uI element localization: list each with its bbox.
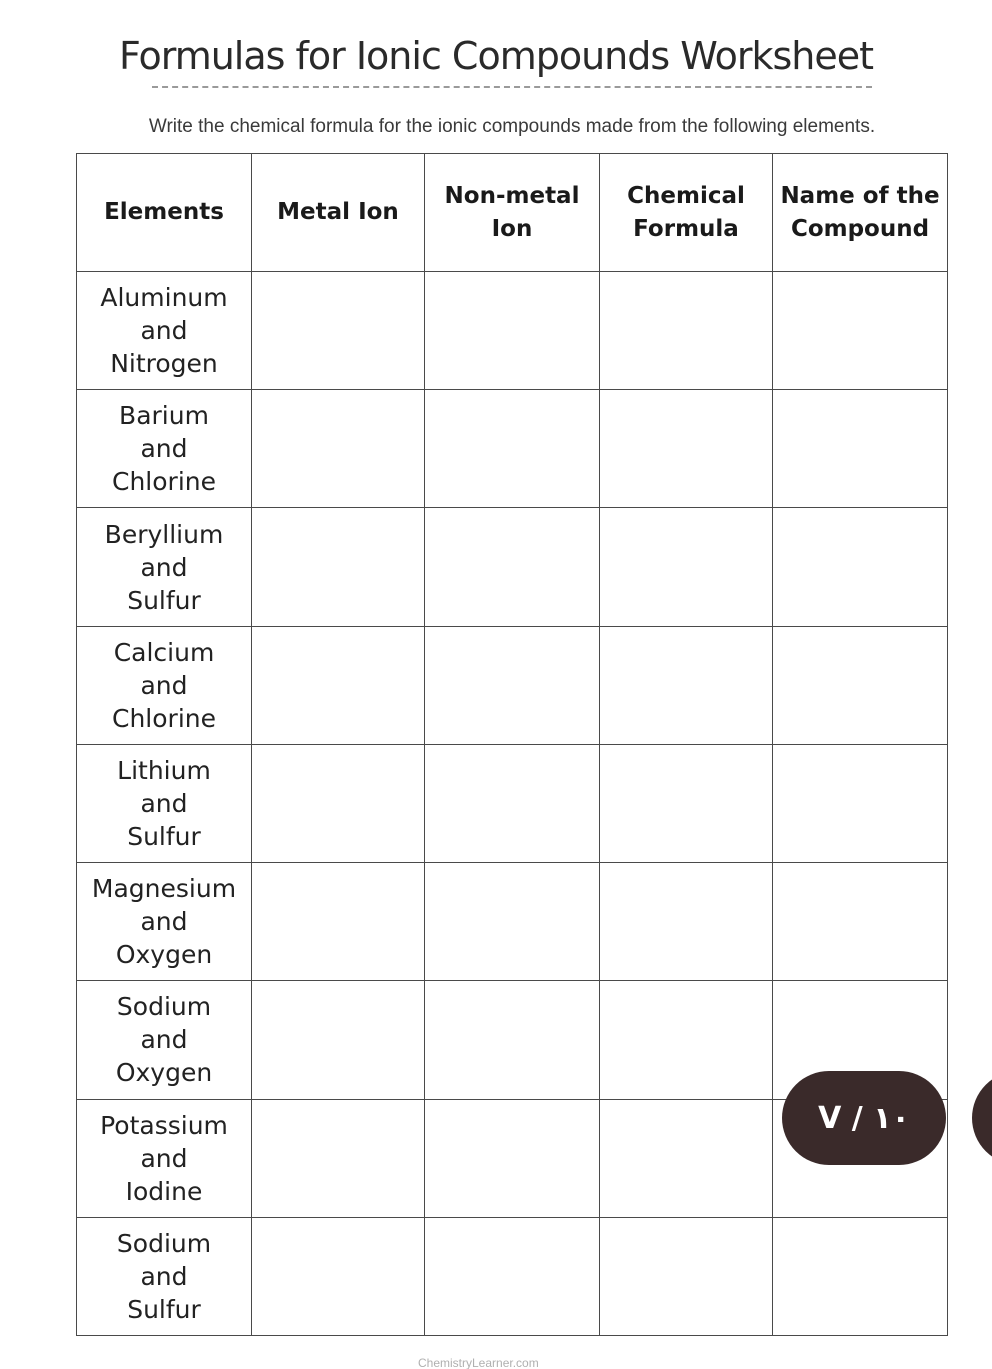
elements-cell (77, 626, 252, 744)
element-line: Sulfur (127, 821, 201, 851)
element-line: Sodium (116, 992, 212, 1022)
element-line: Chlorine (112, 703, 216, 733)
table-row (77, 390, 948, 508)
table-row (77, 508, 948, 626)
header-chemical-formula (600, 154, 773, 272)
element-line: and (140, 907, 188, 937)
element-line: Sulfur (127, 1294, 201, 1324)
chemical-formula-cell[interactable] (600, 626, 773, 744)
header-line: Formula (633, 215, 739, 242)
elements-cell (77, 744, 252, 862)
element-line: Aluminum (100, 283, 228, 313)
elements-cell (77, 390, 252, 508)
metal-ion-cell[interactable] (252, 863, 425, 981)
metal-ion-cell[interactable] (252, 981, 425, 1099)
elements-cell (77, 508, 252, 626)
chemical-formula-cell[interactable] (600, 390, 773, 508)
nonmetal-ion-cell[interactable] (425, 1099, 600, 1217)
compound-name-cell[interactable] (773, 1217, 948, 1335)
element-line: Oxygen (115, 1058, 213, 1088)
instructions-text: Write the chemical formula for the ionic compounds made from the following elements. (148, 116, 876, 137)
element-line: Sodium (116, 1228, 212, 1258)
header-row (77, 154, 948, 272)
header-line: Name of the (780, 182, 940, 209)
chemical-formula-cell[interactable] (600, 1099, 773, 1217)
element-line: Magnesium (91, 874, 237, 904)
elements-cell (77, 863, 252, 981)
compound-name-cell[interactable] (773, 508, 948, 626)
header-line: Metal Ion (277, 199, 399, 225)
metal-ion-cell[interactable] (252, 744, 425, 862)
metal-ion-cell[interactable] (252, 1099, 425, 1217)
header-line: Ion (491, 215, 533, 242)
chemical-formula-cell[interactable] (600, 508, 773, 626)
metal-ion-cell[interactable] (252, 272, 425, 390)
compound-name-cell[interactable] (773, 390, 948, 508)
chemical-formula-cell[interactable] (600, 744, 773, 862)
element-line: and (140, 1143, 188, 1173)
element-line: and (140, 316, 188, 346)
header-line: Chemical (627, 182, 745, 209)
element-line: and (140, 1025, 188, 1055)
nonmetal-ion-cell[interactable] (425, 626, 600, 744)
element-line: Lithium (117, 755, 211, 785)
element-line: and (140, 552, 188, 582)
compound-name-cell[interactable] (773, 272, 948, 390)
element-line: Sulfur (127, 585, 201, 615)
elements-cell (77, 1217, 252, 1335)
nonmetal-ion-cell[interactable] (425, 744, 600, 862)
element-line: Oxygen (115, 940, 213, 970)
element-line: Iodine (125, 1176, 203, 1206)
element-line: and (140, 670, 188, 700)
table-row (77, 272, 948, 390)
header-line: Non-metal (444, 182, 580, 209)
compound-name-cell[interactable] (773, 744, 948, 862)
metal-ion-cell[interactable] (252, 508, 425, 626)
title-underline (152, 86, 872, 88)
nonmetal-ion-cell[interactable] (425, 508, 600, 626)
table-row (77, 744, 948, 862)
footer-watermark: ChemistryLearner.com (418, 1356, 539, 1369)
element-line: Calcium (113, 637, 215, 667)
chemical-formula-cell[interactable] (600, 863, 773, 981)
header-line: Elements (104, 199, 224, 225)
metal-ion-cell[interactable] (252, 390, 425, 508)
element-line: Potassium (100, 1110, 228, 1140)
header-nonmetal-ion (425, 154, 600, 272)
element-line: Barium (119, 401, 209, 431)
table-row (77, 626, 948, 744)
elements-cell (77, 272, 252, 390)
elements-cell (77, 1099, 252, 1217)
side-nav-button[interactable] (972, 1071, 992, 1165)
nonmetal-ion-cell[interactable] (425, 981, 600, 1099)
nonmetal-ion-cell[interactable] (425, 272, 600, 390)
element-line: and (140, 788, 188, 818)
element-line: and (140, 1261, 188, 1291)
metal-ion-cell[interactable] (252, 1217, 425, 1335)
compound-name-cell[interactable] (773, 626, 948, 744)
chemical-formula-cell[interactable] (600, 981, 773, 1099)
element-line: Beryllium (104, 519, 224, 549)
header-compound-name (773, 154, 948, 272)
table-row (77, 1217, 948, 1335)
nonmetal-ion-cell[interactable] (425, 1217, 600, 1335)
element-line: and (140, 434, 188, 464)
page-indicator[interactable]: V / ١٠ (782, 1071, 946, 1165)
element-line: Nitrogen (110, 349, 218, 379)
worksheet-title: Formulas for Ionic Compounds Worksheet (118, 34, 874, 78)
elements-cell (77, 981, 252, 1099)
metal-ion-cell[interactable] (252, 626, 425, 744)
element-line: Chlorine (112, 467, 216, 497)
table-row (77, 863, 948, 981)
chemical-formula-cell[interactable] (600, 1217, 773, 1335)
compound-name-cell[interactable] (773, 863, 948, 981)
header-elements (77, 154, 252, 272)
header-line: Compound (790, 215, 930, 242)
header-metal-ion (252, 154, 425, 272)
nonmetal-ion-cell[interactable] (425, 390, 600, 508)
nonmetal-ion-cell[interactable] (425, 863, 600, 981)
chemical-formula-cell[interactable] (600, 272, 773, 390)
